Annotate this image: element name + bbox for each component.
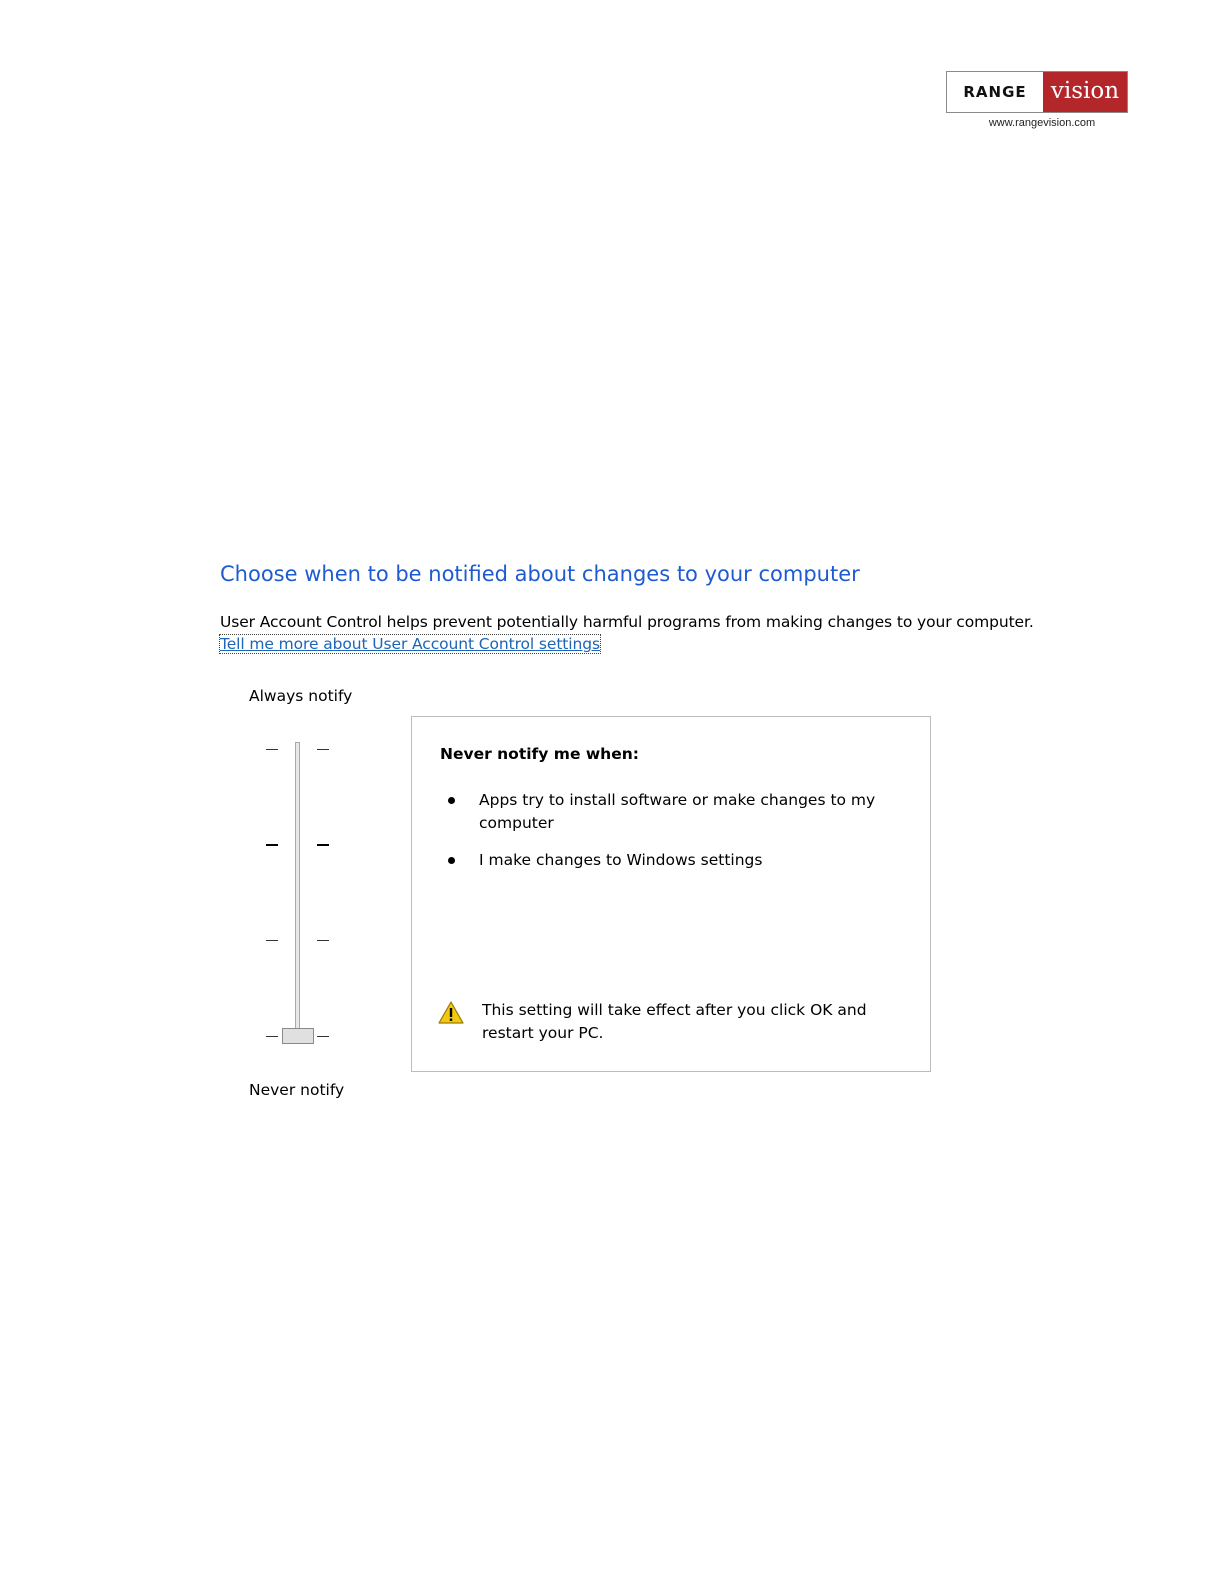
list-item-text: Apps try to install software or make changes to my computer [479,791,876,832]
slider-bottom-label: Never notify [249,1081,345,1099]
slider-top-label: Always notify [249,687,353,705]
slider-tick [317,844,329,846]
page-title: Choose when to be notified about changes to your computer [220,562,860,586]
restart-warning [438,999,908,1045]
bullet-icon [448,797,455,804]
warning-triangle-icon [438,1001,464,1024]
logo-range-text: RANGE [947,72,1043,112]
slider-track[interactable] [295,742,300,1038]
slider-tick [317,1036,329,1037]
description-text: User Account Control helps prevent potentially harmful programs from making changes to your computer. [220,613,1034,631]
slider-tick [266,749,278,750]
help-link[interactable]: Tell me more about User Account Control settings [220,635,600,653]
slider-thumb[interactable] [282,1028,314,1044]
slider-tick [266,844,278,846]
list-item [440,849,880,872]
list-item [440,789,880,835]
bullet-icon [448,857,455,864]
setting-description-panel [411,716,931,1072]
panel-heading: Never notify me when: [440,745,639,763]
slider-tick [266,940,278,941]
slider-tick [317,749,329,750]
list-item-text: I make changes to Windows settings [479,851,763,869]
slider-tick [317,940,329,941]
rangevision-logo [946,71,1128,113]
warning-text: This setting will take effect after you click OK and restart your PC. [482,1001,867,1042]
slider-tick [266,1036,278,1037]
logo-url: www.rangevision.com [988,117,1096,129]
logo-vision-text: vision [1043,72,1127,112]
